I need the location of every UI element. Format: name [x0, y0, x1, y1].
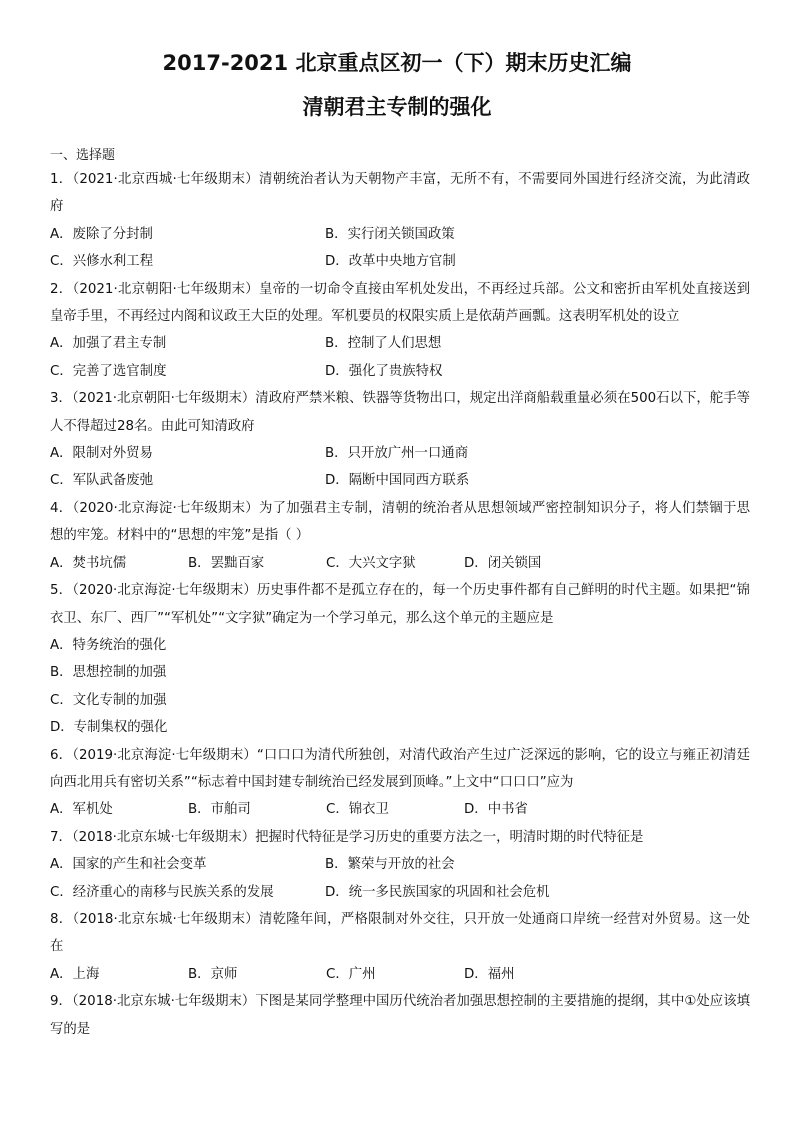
question-stem: 3．（2021·北京朝阳·七年级期末）清政府严禁米粮、铁器等货物出口，规定出洋商船载重量必须在500石以下，舵手等人不得超过28名。由此可知清政府 — [50, 391, 750, 434]
option-a: A．限制对外贸易 — [50, 446, 153, 462]
option-grid — [50, 221, 750, 276]
question-stem: 9．（2018·北京东城·七年级期末）下图是某同学整理中国历代统治者加强思想控制的主要措施的提纲，其中①处应该填写的是 — [50, 994, 750, 1037]
option-d: D．强化了贵族特权 — [325, 363, 443, 379]
option-row — [50, 550, 750, 577]
option-d: D．统一多民族国家的巩固和社会危机 — [325, 884, 550, 900]
question-4 — [50, 495, 750, 577]
question-8 — [50, 906, 750, 988]
option-grid — [50, 851, 750, 906]
option-b: B．只开放广州一口通商 — [325, 446, 469, 462]
question-5 — [50, 577, 750, 741]
option-b: B．实行闭关锁国政策 — [325, 226, 455, 242]
option-d: D．隔断中国同西方联系 — [325, 473, 470, 489]
option-d: D．闭关锁国 — [464, 555, 542, 571]
option-c: C．广州 — [326, 966, 376, 982]
option-a: A．军机处 — [50, 802, 113, 818]
option-a: A．上海 — [50, 966, 100, 982]
option-b: B．市舶司 — [188, 802, 251, 818]
option-c: C．兴修水利工程 — [50, 254, 154, 270]
option-a: A．特务统治的强化 — [50, 637, 167, 653]
option-a: A．废除了分封制 — [50, 226, 153, 242]
option-c: C．军队武备废弛 — [50, 473, 154, 489]
option-a: A．焚书坑儒 — [50, 555, 127, 571]
question-3 — [50, 385, 750, 495]
question-stem: 7．（2018·北京东城·七年级期末）把握时代特征是学习历史的重要方法之一，明清时期的时代特征是 — [50, 829, 644, 845]
question-list — [50, 166, 750, 1043]
question-stem: 8．（2018·北京东城·七年级期末）清乾隆年间，严格限制对外交往，只开放一处通商口岸统一经营对外贸易。这一处在 — [50, 911, 750, 955]
option-d: D．改革中央地方官制 — [325, 254, 456, 270]
option-b: B．繁荣与开放的社会 — [325, 857, 455, 873]
option-c: C．文化专制的加强 — [50, 692, 167, 708]
option-b: B．控制了人们思想 — [325, 336, 442, 352]
question-stem: 1．（2021·北京西城·七年级期末）清朝统治者认为天朝物产丰富，无所不有，不需要同外国进行经济交流，为此清政府 — [50, 172, 750, 215]
document-title: 2017-2021 北京重点区初一（下）期末历史汇编 — [162, 51, 632, 75]
question-1 — [50, 166, 750, 276]
option-c: C．锦衣卫 — [326, 802, 389, 818]
option-d: D．中书省 — [464, 802, 528, 818]
option-d: D．福州 — [464, 966, 515, 982]
question-2 — [50, 276, 750, 386]
option-d: D．专制集权的强化 — [50, 720, 168, 736]
option-c: C．完善了选官制度 — [50, 363, 167, 379]
option-grid — [50, 440, 750, 495]
question-7 — [50, 824, 750, 906]
option-c: C．经济重心的南移与民族关系的发展 — [50, 884, 274, 900]
question-stem: 5．（2020·北京海淀·七年级期末）历史事件都不是孤立存在的，每一个历史事件都有自己鲜明的时代主题。如果把“锦衣卫、东厂、西厂”“军机处”“文字狱”确定为一个学习单元，那么这个单元的主题应是 — [50, 583, 750, 626]
question-stem: 4．（2020·北京海淀·七年级期末）为了加强君主专制，清朝的统治者从思想领域严密控制知识分子，将人们禁锢于思想的牢笼。材料中的“思想的牢笼”是指（ ） — [50, 500, 750, 544]
option-b: B．京师 — [188, 966, 238, 982]
option-a: A．国家的产生和社会变革 — [50, 857, 207, 873]
section-label: 一、选择题 — [50, 148, 116, 163]
option-grid — [50, 330, 750, 385]
question-9 — [50, 988, 750, 1043]
option-b: B．罢黜百家 — [188, 555, 265, 571]
question-6 — [50, 742, 750, 824]
option-a: A．加强了君主专制 — [50, 336, 167, 352]
question-stem: 2．（2021·北京朝阳·七年级期末）皇帝的一切命令直接由军机处发出，不再经过兵部。公文和密折由军机处直接送到皇帝手里，不再经过内阁和议政王大臣的处理。军机要员的权限实质上是依葫芦画瓢。这表明军机处的设立 — [50, 281, 750, 325]
option-c: C．大兴文字狱 — [326, 555, 416, 571]
question-stem: 6．（2019·北京海淀·七年级期末）“口口口为清代所独创，对清代政治产生过广泛深远的影响，它的设立与雍正初清廷向西北用兵有密切关系”“标志着中国封建专制统治已经发展到顶峰。”上文中“口口口”应为 — [50, 747, 750, 790]
option-b: B．思想控制的加强 — [50, 665, 167, 681]
option-row — [50, 796, 750, 823]
option-row — [50, 961, 750, 988]
document-subtitle: 清朝君主专制的强化 — [302, 95, 492, 119]
